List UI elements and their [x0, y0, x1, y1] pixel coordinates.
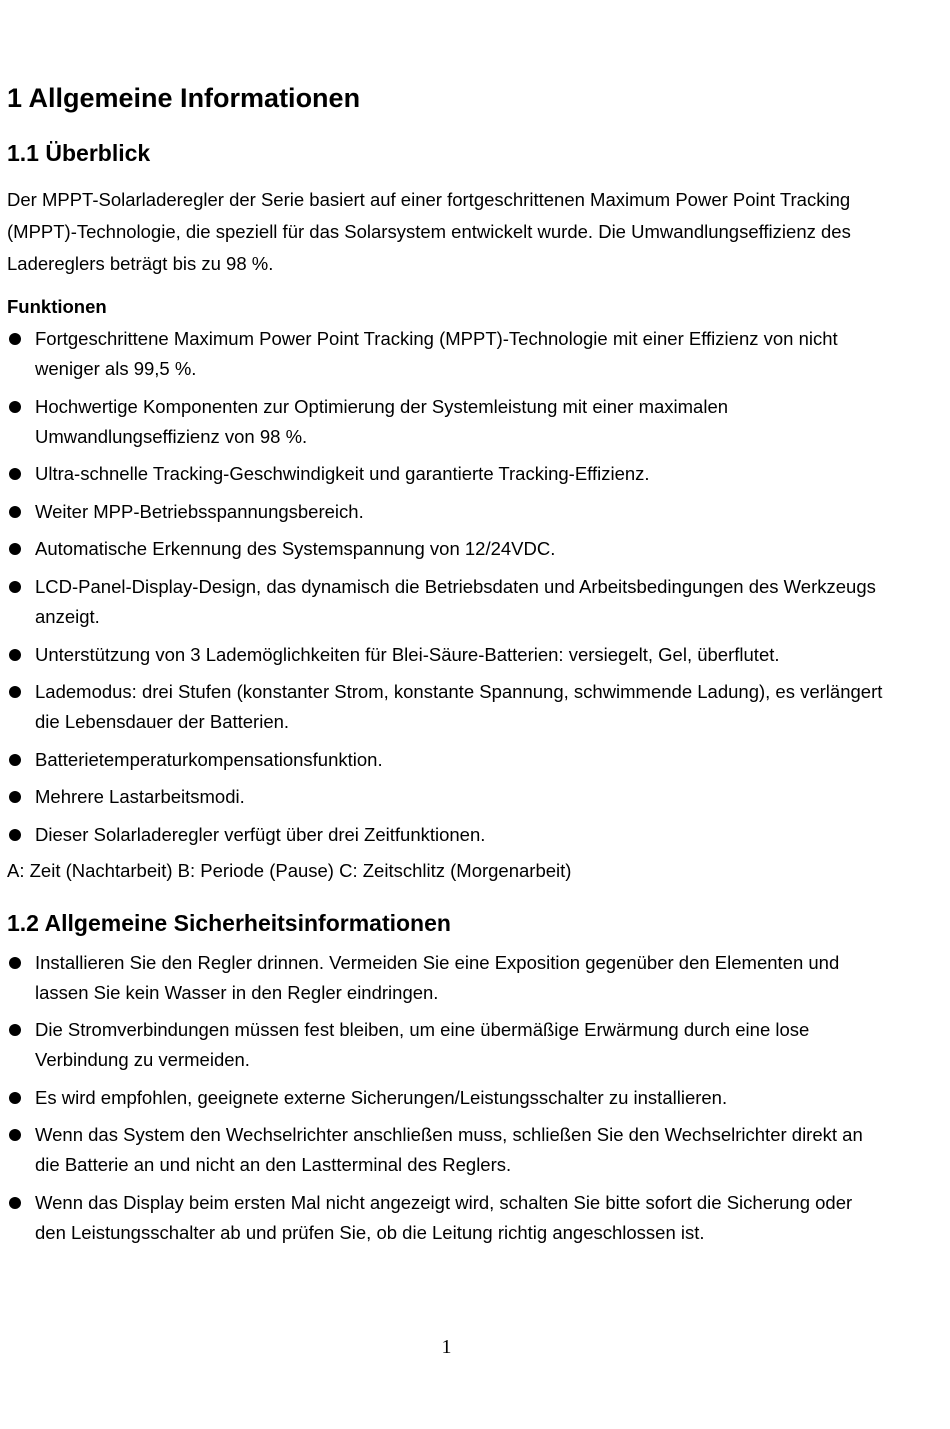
list-item-text: Lademodus: drei Stufen (konstanter Strom, konstante Spannung, schwimmende Ladung), es verlängert die Lebensdauer der Batterien. — [35, 681, 883, 733]
list-item-text: Fortgeschrittene Maximum Power Point Tracking (MPPT)-Technologie mit einer Effizienz von nicht weniger als 99,5 %. — [35, 328, 838, 379]
list-item-text: Es wird empfohlen, geeignete externe Sicherungen/Leistungsschalter zu installieren. — [35, 1086, 728, 1108]
bullet-icon — [9, 754, 21, 766]
list-item-text: Installieren Sie den Regler drinnen. Vermeiden Sie eine Exposition gegenüber den Elementen und lassen Sie kein Wasser in den Regler eindringen. — [35, 951, 840, 1003]
list-item — [7, 1083, 887, 1113]
section-heading-overview: 1.1 Überblick — [7, 140, 151, 166]
list-item — [7, 392, 887, 452]
intro-paragraph: Der MPPT-Solarladeregler der Serie basiert auf einer fortgeschrittenen Maximum Power Point Tracking (MPPT)-Technologie, die speziell für das Solarsystem entwickelt wurde. Die Umwandlungseffizienz des Ladereglers beträgt bis zu 98 %. — [7, 189, 851, 274]
time-functions-text: A: Zeit (Nachtarbeit) B: Periode (Pause) C: Zeitschlitz (Morgenarbeit) — [7, 859, 572, 881]
bullet-icon — [9, 581, 21, 593]
list-item-text: Weiter MPP-Betriebsspannungsbereich. — [35, 500, 364, 522]
bullet-icon — [9, 957, 21, 969]
list-item-text: Automatische Erkennung des Systemspannung von 12/24VDC. — [35, 538, 556, 560]
page-number: 1 — [441, 1336, 452, 1358]
bullet-icon — [9, 1129, 21, 1141]
bullet-icon — [9, 649, 21, 661]
list-item — [7, 640, 887, 670]
list-item — [7, 948, 887, 1008]
section-heading-safety: 1.2 Allgemeine Sicherheitsinformationen — [7, 909, 451, 936]
bullet-icon — [9, 1092, 21, 1104]
list-item — [7, 534, 887, 564]
bullet-icon — [9, 686, 21, 698]
list-item — [7, 820, 887, 850]
bullet-icon — [9, 829, 21, 841]
list-item-text: Die Stromverbindungen müssen fest bleiben, um eine übermäßige Erwärmung durch eine lose Verbindung zu vermeiden. — [35, 1019, 810, 1071]
list-item — [7, 782, 887, 812]
list-item-text: Dieser Solarladeregler verfügt über drei Zeitfunktionen. — [35, 823, 486, 845]
bullet-icon — [9, 468, 21, 480]
list-item — [7, 572, 887, 632]
bullet-icon — [9, 401, 21, 413]
heading-wrapper — [7, 78, 887, 118]
features-heading: Funktionen — [7, 296, 107, 317]
features-list — [7, 324, 887, 850]
list-item — [7, 1188, 887, 1248]
list-item-text: Mehrere Lastarbeitsmodi. — [35, 786, 245, 808]
list-item-text: Hochwertige Komponenten zur Optimierung der Systemleistung mit einer maximalen Umwandlungseffizienz von 98 %. — [35, 395, 729, 447]
bullet-icon — [9, 333, 21, 345]
bullet-icon — [9, 506, 21, 518]
chapter-heading: 1 Allgemeine Informationen — [7, 83, 361, 113]
list-item-text: LCD-Panel-Display-Design, das dynamisch die Betriebsdaten und Arbeitsbedingungen des Werkzeugs anzeigt. — [35, 575, 876, 627]
bullet-icon — [9, 791, 21, 803]
bullet-icon — [9, 1197, 21, 1209]
list-item — [7, 677, 887, 737]
bullet-icon — [9, 543, 21, 555]
list-item — [7, 1120, 887, 1180]
list-item-text: Unterstützung von 3 Lademöglichkeiten für Blei-Säure-Batterien: versiegelt, Gel, überflutet. — [35, 643, 780, 665]
list-item — [7, 745, 887, 775]
list-item-text: Wenn das System den Wechselrichter anschließen muss, schließen Sie den Wechselrichter direkt an die Batterie an und nicht an den Lastterminal des Reglers. — [35, 1124, 863, 1176]
document-page — [7, 78, 887, 1256]
list-item — [7, 324, 887, 384]
list-item-text: Batterietemperaturkompensationsfunktion. — [35, 748, 383, 770]
list-item — [7, 459, 887, 489]
list-item-text: Ultra-schnelle Tracking-Geschwindigkeit und garantierte Tracking-Effizienz. — [35, 463, 650, 485]
bullet-icon — [9, 1024, 21, 1036]
list-item — [7, 497, 887, 527]
list-item — [7, 1015, 887, 1075]
list-item-text: Wenn das Display beim ersten Mal nicht angezeigt wird, schalten Sie bitte sofort die Sicherung oder den Leistungsschalter ab und prüfen Sie, ob die Leitung richtig angeschlossen ist. — [35, 1191, 853, 1243]
safety-list — [7, 948, 887, 1248]
